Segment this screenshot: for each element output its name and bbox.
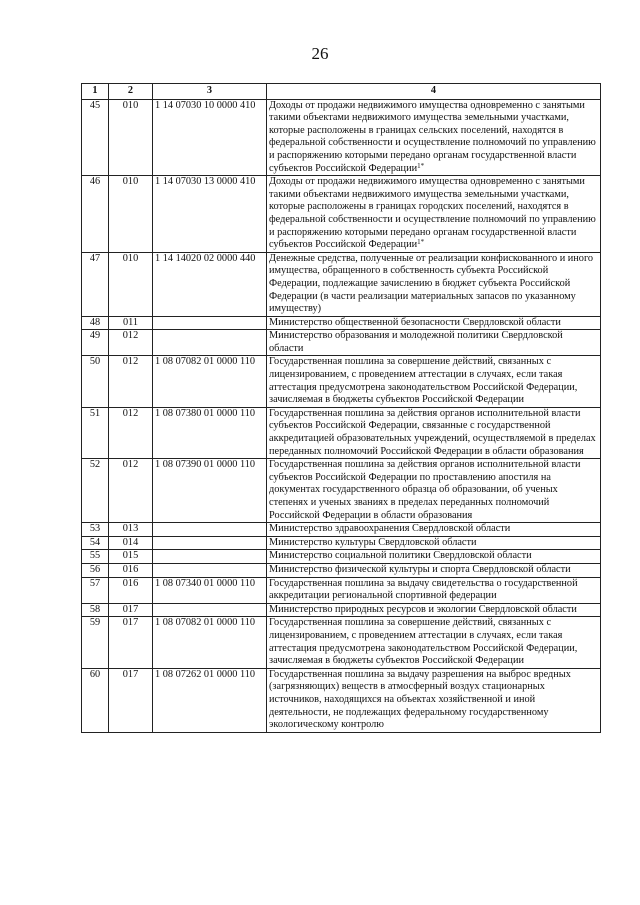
revenue-code bbox=[153, 603, 267, 617]
admin-code bbox=[109, 316, 153, 330]
admin-code-text: 017 bbox=[122, 668, 139, 680]
row-number-text: 46 bbox=[89, 176, 101, 188]
row-number-text: 49 bbox=[89, 330, 101, 342]
revenue-code-text: 1 14 07030 10 0000 410 bbox=[155, 99, 256, 111]
admin-code bbox=[109, 99, 153, 176]
table-row bbox=[82, 252, 601, 316]
admin-code-text: 010 bbox=[122, 176, 139, 188]
admin-code bbox=[109, 330, 153, 356]
revenue-name-text: Государственная пошлина за совершение действий, связанных с лицензированием, с проведением аттестации в случаях, если такая аттестация предусмотрена законодательством Российской Федерации, зачисляемая в бюджеты субъектов Российской Федерации bbox=[269, 617, 578, 667]
revenue-name bbox=[267, 176, 601, 253]
row-number-text: 54 bbox=[89, 536, 101, 548]
revenue-name bbox=[267, 252, 601, 316]
table-row bbox=[82, 550, 601, 564]
admin-code-text: 012 bbox=[122, 330, 139, 342]
footnote-marker: 1* bbox=[417, 238, 425, 247]
revenue-name-text: Министерство образования и молодежной политики Свердловской области bbox=[269, 330, 563, 354]
admin-code-text: 017 bbox=[122, 617, 139, 629]
revenue-name-text: Денежные средства, полученные от реализации конфискованного и иного имущества, обращенного в собственность субъекта Российской Федерации, подлежащие зачислению в бюджет субъекта Российской Федерации (в части реализации материальных запасов по указанному имуществу) bbox=[269, 252, 594, 315]
revenue-code bbox=[153, 577, 267, 603]
revenue-code bbox=[153, 668, 267, 732]
revenue-name bbox=[267, 316, 601, 330]
revenue-name bbox=[267, 407, 601, 458]
row-number bbox=[82, 407, 109, 458]
revenue-code bbox=[153, 550, 267, 564]
revenue-code bbox=[153, 459, 267, 523]
revenue-name bbox=[267, 563, 601, 577]
revenue-name bbox=[267, 356, 601, 407]
admin-code-text: 010 bbox=[122, 99, 139, 111]
table-row bbox=[82, 523, 601, 537]
revenue-code-text: 1 08 07262 01 0000 110 bbox=[155, 668, 256, 680]
admin-code-text: 012 bbox=[122, 356, 139, 368]
revenue-code-text: 1 08 07390 01 0000 110 bbox=[155, 459, 256, 471]
admin-code-text: 016 bbox=[122, 563, 139, 575]
row-number-text: 55 bbox=[89, 550, 101, 562]
row-number bbox=[82, 459, 109, 523]
row-number-text: 57 bbox=[89, 577, 101, 589]
admin-code bbox=[109, 407, 153, 458]
row-number bbox=[82, 356, 109, 407]
admin-code bbox=[109, 176, 153, 253]
admin-code bbox=[109, 617, 153, 668]
revenue-name bbox=[267, 603, 601, 617]
table-row bbox=[82, 316, 601, 330]
row-number-text: 51 bbox=[89, 407, 101, 419]
revenue-code bbox=[153, 617, 267, 668]
revenue-name-text: Министерство природных ресурсов и экологии Свердловской области bbox=[269, 603, 577, 615]
row-number-text: 47 bbox=[89, 252, 101, 264]
revenue-name-text: Министерство общественной безопасности Свердловской области bbox=[269, 316, 561, 328]
table-row bbox=[82, 176, 601, 253]
admin-code bbox=[109, 523, 153, 537]
admin-code bbox=[109, 563, 153, 577]
revenue-name-text: Доходы от продажи недвижимого имущества одновременно с занятыми такими объектами недвижимого имущества земельными участками, которые расположены в границах сельских поселений, находятся в федеральной собственности и осуществление полномочий по управлению и распоряжению которыми передано органам государственной власти субъектов Российской Федерации bbox=[269, 99, 596, 174]
admin-code bbox=[109, 356, 153, 407]
table-row bbox=[82, 356, 601, 407]
admin-code bbox=[109, 459, 153, 523]
admin-code-text: 011 bbox=[122, 316, 139, 328]
table-body bbox=[82, 99, 601, 732]
revenue-code bbox=[153, 523, 267, 537]
admin-code-text: 012 bbox=[122, 407, 139, 419]
row-number bbox=[82, 668, 109, 732]
revenue-name bbox=[267, 617, 601, 668]
admin-code bbox=[109, 536, 153, 550]
footnote-marker: 1* bbox=[417, 161, 425, 170]
table-row bbox=[82, 407, 601, 458]
page-number: 26 bbox=[311, 44, 329, 63]
revenue-code bbox=[153, 330, 267, 356]
revenue-name bbox=[267, 523, 601, 537]
admin-code bbox=[109, 603, 153, 617]
row-number-text: 58 bbox=[89, 603, 101, 615]
revenue-code-text: 1 08 07082 01 0000 110 bbox=[155, 617, 256, 629]
revenue-code bbox=[153, 99, 267, 176]
table-row bbox=[82, 563, 601, 577]
row-number-text: 53 bbox=[89, 523, 101, 535]
revenue-name-text: Государственная пошлина за выдачу свидетельства о государственной аккредитации региональной спортивной федерации bbox=[269, 577, 578, 602]
column-header: 4 bbox=[267, 84, 601, 100]
admin-code bbox=[109, 252, 153, 316]
table-row bbox=[82, 99, 601, 176]
row-number-text: 60 bbox=[89, 668, 101, 680]
revenue-name bbox=[267, 577, 601, 603]
table-row bbox=[82, 617, 601, 668]
revenue-code bbox=[153, 356, 267, 407]
admin-code bbox=[109, 577, 153, 603]
revenue-name-text: Министерство физической культуры и спорта Свердловской области bbox=[269, 563, 571, 575]
row-number-text: 59 bbox=[89, 617, 101, 629]
row-number bbox=[82, 330, 109, 356]
column-header: 1 bbox=[82, 84, 109, 100]
revenue-name bbox=[267, 330, 601, 356]
column-header: 2 bbox=[109, 84, 153, 100]
revenue-table bbox=[81, 83, 601, 733]
admin-code bbox=[109, 668, 153, 732]
revenue-name bbox=[267, 550, 601, 564]
table-header-row bbox=[82, 84, 601, 100]
admin-code-text: 013 bbox=[122, 523, 139, 535]
row-number bbox=[82, 316, 109, 330]
revenue-name-text: Государственная пошлина за выдачу разрешения на выброс вредных (загрязняющих) веществ в атмосферный воздух стационарных источников, находящихся на объектах хозяйственной и иной деятельности, не подлежащих федеральному государственному экологическому контролю bbox=[269, 668, 571, 731]
row-number-text: 48 bbox=[89, 316, 101, 328]
row-number bbox=[82, 563, 109, 577]
row-number bbox=[82, 252, 109, 316]
revenue-name-text: Министерство социальной политики Свердловской области bbox=[269, 550, 532, 562]
table-row bbox=[82, 536, 601, 550]
row-number bbox=[82, 577, 109, 603]
row-number bbox=[82, 617, 109, 668]
revenue-name bbox=[267, 536, 601, 550]
admin-code-text: 015 bbox=[122, 550, 139, 562]
revenue-code-text: 1 14 14020 02 0000 440 bbox=[155, 252, 256, 264]
revenue-name bbox=[267, 668, 601, 732]
row-number bbox=[82, 523, 109, 537]
row-number bbox=[82, 550, 109, 564]
row-number bbox=[82, 603, 109, 617]
revenue-name-text: Государственная пошлина за совершение действий, связанных с лицензированием, с проведением аттестации в случаях, если такая аттестация предусмотрена законодательством Российской Федерации, зачисляемая в бюджеты субъектов Российской Федерации bbox=[269, 356, 578, 406]
table-row bbox=[82, 577, 601, 603]
table-row bbox=[82, 330, 601, 356]
row-number-text: 52 bbox=[89, 459, 101, 471]
revenue-code bbox=[153, 176, 267, 253]
row-number-text: 56 bbox=[89, 563, 101, 575]
revenue-code-text: 1 08 07082 01 0000 110 bbox=[155, 356, 256, 368]
table-row bbox=[82, 603, 601, 617]
table-row bbox=[82, 459, 601, 523]
column-header: 3 bbox=[153, 84, 267, 100]
revenue-code-text: 1 08 07340 01 0000 110 bbox=[155, 577, 256, 589]
revenue-code-text: 1 08 07380 01 0000 110 bbox=[155, 407, 256, 419]
revenue-name-text: Доходы от продажи недвижимого имущества одновременно с занятыми такими объектами недвижимого имущества земельными участками, которые расположены в границах городских поселений, находятся в федеральной собственности и осуществление полномочий по управлению и распоряжению которыми передано органам государственной власти субъектов Российской Федерации bbox=[269, 176, 596, 251]
revenue-name-text: Государственная пошлина за действия органов исполнительной власти субъектов Российской Федерации по проставлению апостиля на документах государственного образца об образовании, об ученых степенях и ученых званиях в пределах переданных полномочий Российской Федерации в области образования bbox=[269, 459, 581, 521]
row-number-text: 50 bbox=[89, 356, 101, 368]
revenue-name-text: Министерство здравоохранения Свердловской области bbox=[269, 523, 511, 535]
revenue-code bbox=[153, 536, 267, 550]
admin-code bbox=[109, 550, 153, 564]
admin-code-text: 016 bbox=[122, 577, 139, 589]
row-number bbox=[82, 536, 109, 550]
revenue-code bbox=[153, 563, 267, 577]
revenue-code bbox=[153, 252, 267, 316]
admin-code-text: 017 bbox=[122, 603, 139, 615]
revenue-name bbox=[267, 99, 601, 176]
row-number-text: 45 bbox=[89, 99, 101, 111]
row-number bbox=[82, 176, 109, 253]
admin-code-text: 010 bbox=[122, 252, 139, 264]
admin-code-text: 014 bbox=[122, 536, 139, 548]
revenue-name bbox=[267, 459, 601, 523]
revenue-name-text: Государственная пошлина за действия органов исполнительной власти субъектов Российской Федерации, связанные с государственной аккредитацией образовательных учреждений, осуществляемой в пределах переданных полномочий Российской Федерации в области образования bbox=[269, 407, 596, 457]
revenue-name-text: Министерство культуры Свердловской области bbox=[269, 536, 477, 548]
admin-code-text: 012 bbox=[122, 459, 139, 471]
revenue-code bbox=[153, 316, 267, 330]
row-number bbox=[82, 99, 109, 176]
table-row bbox=[82, 668, 601, 732]
revenue-code-text: 1 14 07030 13 0000 410 bbox=[155, 176, 256, 188]
revenue-code bbox=[153, 407, 267, 458]
